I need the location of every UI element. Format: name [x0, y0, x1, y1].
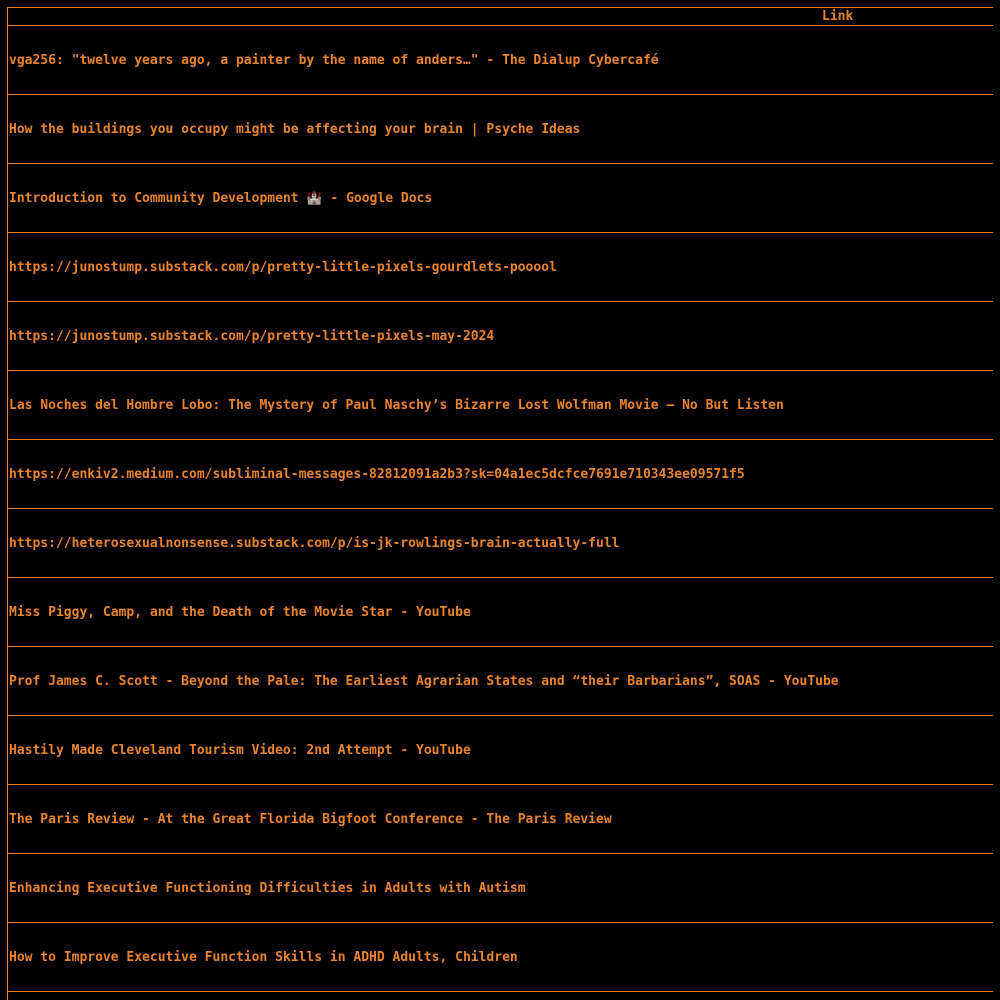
link-text[interactable]: The Paris Review - At the Great Florida Bigfoot Conference - The Paris Review [9, 811, 612, 827]
table-row[interactable] [8, 95, 993, 164]
link-text[interactable]: Las Noches del Hombre Lobo: The Mystery of Paul Naschy’s Bizarre Lost Wolfman Movie – No But Listen [9, 397, 784, 413]
link-text[interactable]: Prof James C. Scott - Beyond the Pale: The Earliest Agrarian States and “their Barbarians”, SOAS - YouTube [9, 673, 839, 689]
table-row[interactable] [8, 164, 993, 233]
link-text[interactable]: https://enkiv2.medium.com/subliminal-messages-82812091a2b3?sk=04a1ec5dcfce7691e710343ee09571f5 [9, 466, 745, 482]
link-text[interactable]: Enhancing Executive Functioning Difficulties in Adults with Autism [9, 880, 526, 896]
link-text[interactable]: How to Improve Executive Function Skills in ADHD Adults, Children [9, 949, 518, 965]
table-row[interactable] [8, 233, 993, 302]
link-text[interactable]: Introduction to Community Development 🏰 - Google Docs [9, 190, 433, 206]
table-row[interactable] [8, 578, 993, 647]
link-text[interactable]: How the buildings you occupy might be affecting your brain | Psyche Ideas [9, 121, 581, 137]
table-row[interactable] [8, 26, 993, 95]
table-row[interactable] [8, 923, 993, 992]
table-row[interactable] [8, 440, 993, 509]
link-text[interactable]: https://junostump.substack.com/p/pretty-little-pixels-may-2024 [9, 328, 495, 344]
links-table [7, 7, 993, 1000]
link-text[interactable]: https://heterosexualnonsense.substack.com/p/is-jk-rowlings-brain-actually-full [9, 535, 620, 551]
table-row[interactable] [8, 854, 993, 923]
table-row[interactable] [8, 509, 993, 578]
link-text[interactable]: vga256: "twelve years ago, a painter by the name of anders…" - The Dialup Cybercafé [9, 52, 659, 68]
link-text[interactable]: Miss Piggy, Camp, and the Death of the Movie Star - YouTube [9, 604, 471, 620]
table-body [8, 26, 993, 992]
table-row[interactable] [8, 716, 993, 785]
link-text[interactable]: https://junostump.substack.com/p/pretty-little-pixels-gourdlets-pooool [9, 259, 557, 275]
table-header [8, 8, 993, 26]
table-row[interactable] [8, 785, 993, 854]
table-row[interactable] [8, 302, 993, 371]
table-row[interactable] [8, 647, 993, 716]
column-header-link: Link [822, 9, 854, 24]
table-row[interactable] [8, 371, 993, 440]
link-text[interactable]: Hastily Made Cleveland Tourism Video: 2nd Attempt - YouTube [9, 742, 471, 758]
